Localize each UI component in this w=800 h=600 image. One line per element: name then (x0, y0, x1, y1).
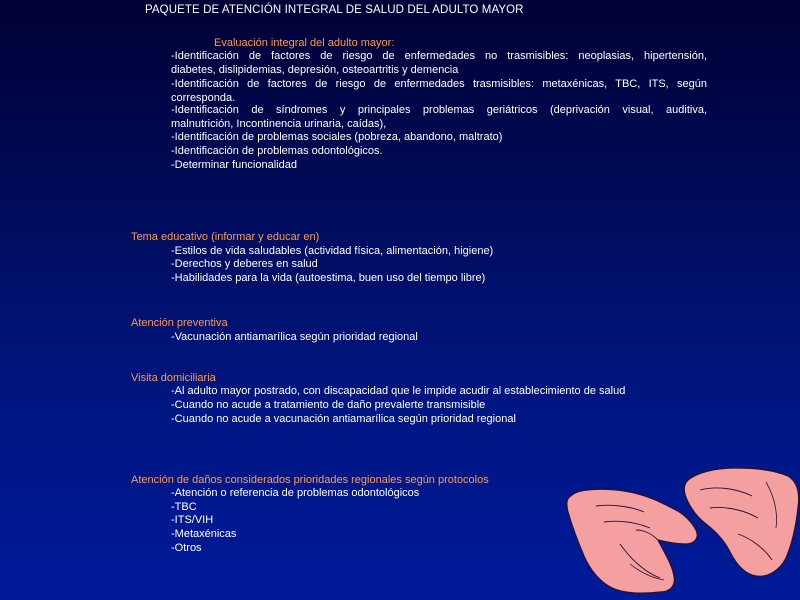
list-item: -Metaxénicas (171, 528, 237, 540)
list-item: -Cuando no acude a vacunación antiamarílica según prioridad regional (171, 413, 516, 425)
list-item: -Atención o referencia de problemas odontológicos (171, 487, 420, 499)
evaluacion-line: corresponda. (171, 92, 236, 104)
left-hand-icon (567, 489, 697, 593)
evaluacion-line: -Identificación de problemas odontológicos. (171, 145, 383, 157)
list-item: -Vacunación antiamarílica según prioridad regional (171, 331, 418, 343)
right-hand-icon (684, 468, 798, 576)
list-item: -Al adulto mayor postrado, con discapacidad que le impide acudir al establecimiento de salud (171, 385, 626, 397)
evaluacion-line: diabetes, dislipidemias, depresión, osteoartritis y demencia (171, 64, 459, 76)
list-item: -Estilos de vida saludables (actividad física, alimentación, higiene) (171, 245, 494, 257)
evaluacion-line: -Identificación de factores de riesgo de enfermedades no trasmisibles: neoplasias, hipertensión, (171, 50, 707, 62)
evaluacion-line: -Identificación de factores de riesgo de enfermedades trasmisibles: metaxénicas, TBC, ITS, según (171, 78, 707, 90)
list-item: -Habilidades para la vida (autoestima, buen uso del tiempo libre) (171, 272, 486, 284)
heading-atencion-preventiva: Atención preventiva (131, 317, 228, 329)
heading-visita-domiciliaria: Visita domiciliaria (131, 372, 216, 384)
page-title: PAQUETE DE ATENCIÓN INTEGRAL DE SALUD DEL ADULTO MAYOR (145, 4, 524, 16)
list-item: -Cuando no acude a tratamiento de daño prevalerte transmisible (171, 399, 486, 411)
evaluacion-line: -Identificación de síndromes y principales problemas geriátricos (deprivación visual, auditiva, (171, 104, 707, 116)
evaluacion-line: malnutrición, Incontinencia urinaria, caídas), (171, 118, 387, 130)
open-hands-icon (560, 460, 800, 600)
heading-atencion-danos: Atención de daños considerados prioridades regionales según protocolos (131, 474, 489, 486)
list-item: -ITS/VIH (171, 514, 214, 526)
evaluacion-line: -Determinar funcionalidad (171, 159, 297, 171)
heading-tema-educativo: Tema educativo (informar y educar en) (131, 231, 320, 243)
list-item: -Otros (171, 542, 202, 554)
heading-evaluacion: Evaluación integral del adulto mayor: (214, 37, 395, 49)
list-item: -TBC (171, 501, 197, 513)
list-item: -Derechos y deberes en salud (171, 258, 318, 270)
evaluacion-line: -Identificación de problemas sociales (pobreza, abandono, maltrato) (171, 131, 503, 143)
